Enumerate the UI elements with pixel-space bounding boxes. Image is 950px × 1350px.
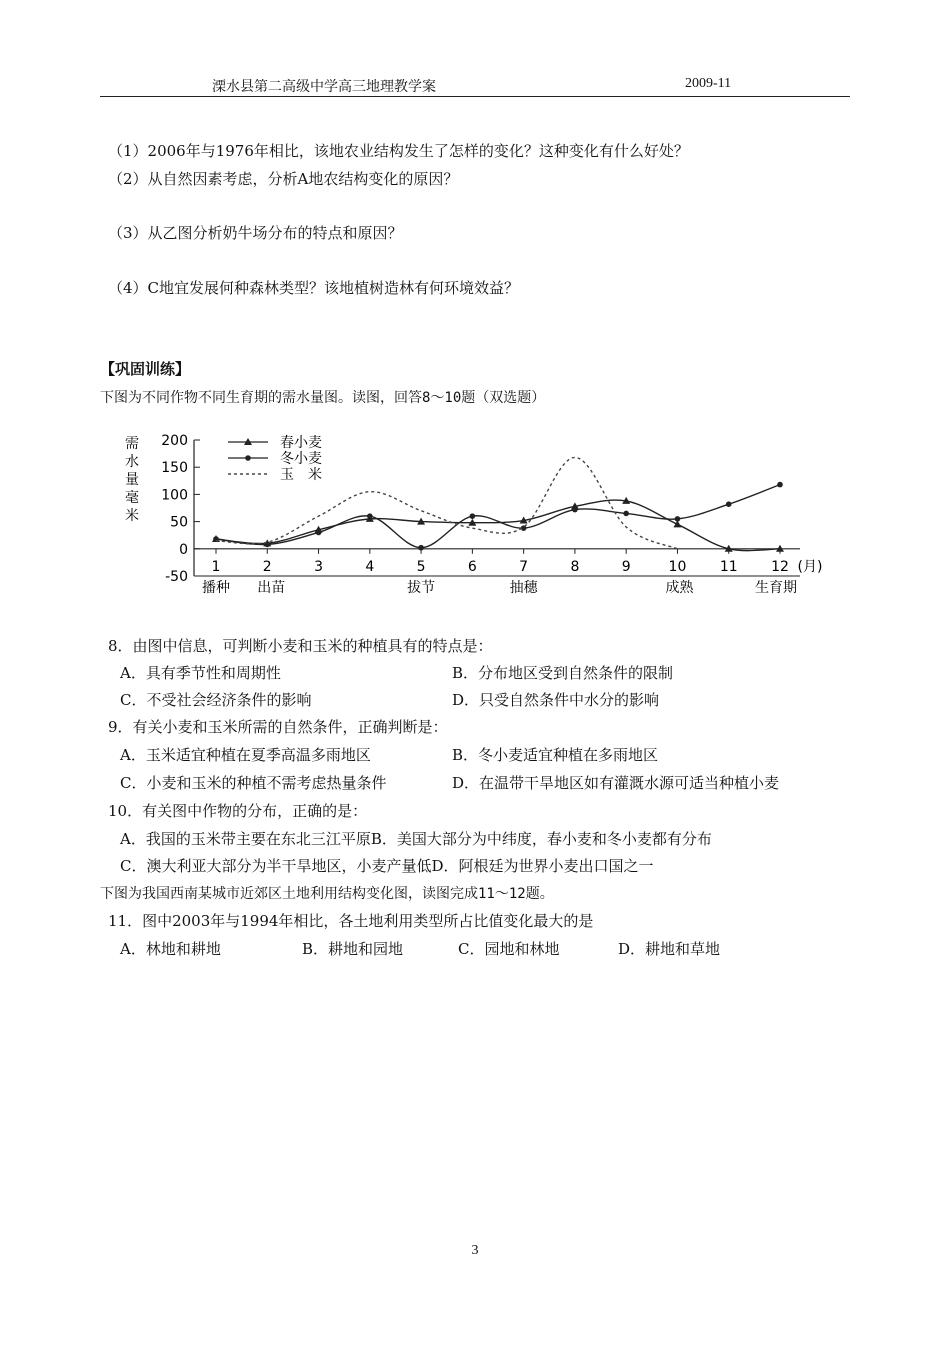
q8-option-a: A．具有季节性和周期性 (120, 664, 281, 682)
y-label-5: 米 (125, 508, 139, 524)
x-tick-label: 11 (719, 558, 738, 575)
chart-intro: 下图为不同作物不同生育期的需水量图。读图，回答8～10题（双选题） (100, 390, 546, 406)
q8-stem: 8．由图中信息，可判断小麦和玉米的种植具有的特点是： (108, 637, 493, 655)
question-1: （1）2006年与1976年相比，该地农业结构发生了怎样的变化？这种变化有什么好处？ (108, 142, 689, 160)
x-tick-label: 5 (416, 558, 426, 575)
y-tick-label: 200 (161, 433, 188, 449)
x-tick-label: 3 (314, 558, 324, 575)
q11-option-b: B．耕地和园地 (302, 940, 404, 958)
x-tick-label: 12 (771, 558, 789, 575)
x-ticks (212, 549, 823, 575)
q11-option-d: D．耕地和草地 (618, 940, 721, 958)
chart2-intro: 下图为我国西南某城市近郊区土地利用结构变化图，读图完成11～12题。 (100, 886, 554, 902)
y-label-1: 需 (125, 436, 139, 452)
x-tick-label: 4 (365, 558, 375, 575)
q8-option-d: D．只受自然条件中水分的影响 (452, 691, 660, 709)
water-demand-chart (118, 428, 838, 603)
q8-option-c: C．不受社会经济条件的影响 (120, 691, 312, 709)
legend-label-2: 玉 米 (280, 467, 322, 483)
question-4: （4）C地宜发展何种森林类型？该地植树造林有何环境效益？ (108, 279, 520, 297)
stage-label: 拔节 (407, 580, 436, 596)
q9-stem: 9．有关小麦和玉米所需的自然条件，正确判断是： (108, 718, 448, 736)
q9-option-a: A．玉米适宜种植在夏季高温多雨地区 (120, 746, 371, 764)
y-label-3: 量 (125, 472, 139, 488)
y-label-4: 毫 (125, 490, 139, 506)
q11-option-c: C．园地和林地 (458, 940, 560, 958)
stage-label: 生育期 (755, 580, 797, 596)
q8-option-b: B．分布地区受到自然条件的限制 (452, 664, 674, 682)
y-tick-label: 100 (161, 487, 188, 504)
q9-option-b: B．冬小麦适宜种植在多雨地区 (452, 746, 659, 764)
dot-marker (418, 545, 424, 551)
y-label-2: 水 (125, 454, 139, 470)
stage-label: 成熟 (665, 580, 694, 596)
legend-label-0: 春小麦 (280, 435, 322, 451)
page-number: 3 (471, 1243, 479, 1258)
dot-marker (470, 513, 476, 519)
x-tick-label: 1 (211, 558, 221, 575)
legend-dot-marker (245, 455, 251, 461)
page-header (100, 76, 850, 97)
x-tick-label: 2 (262, 558, 272, 575)
y-tick-label: 0 (179, 541, 188, 558)
dot-marker (726, 501, 732, 507)
legend (228, 434, 322, 483)
q11-stem: 11．图中2003年与1994年相比，各土地利用类型所占比值变化最大的是 (108, 912, 594, 930)
y-tick-label: 50 (170, 514, 188, 531)
dot-marker (316, 530, 322, 536)
x-tick-label: 10 (668, 558, 687, 575)
x-tick-label: 8 (570, 558, 580, 575)
x-axis-label: (月) (797, 558, 823, 575)
q10-options-ab: A．我国的玉米带主要在东北三江平原B．美国大部分为中纬度，春小麦和冬小麦都有分布 (120, 830, 712, 848)
x-tick-label: 7 (519, 558, 529, 575)
stage-label: 播种 (202, 580, 230, 596)
section-title: 【巩固训练】 (100, 360, 191, 378)
stage-label: 出苗 (257, 580, 286, 596)
x-tick-label: 9 (621, 558, 631, 575)
dot-marker (572, 507, 578, 513)
dot-marker (777, 482, 783, 488)
dot-marker (675, 516, 681, 522)
header-school: 溧水县第二高级中学高三地理教学案 (212, 80, 436, 95)
q9-option-d: D．在温带干旱地区如有灌溉水源可适当种植小麦 (452, 774, 780, 792)
q10-options-cd: C．澳大利亚大部分为半干旱地区，小麦产量低D．阿根廷为世界小麦出口国之一 (120, 857, 654, 875)
series-line-1 (216, 485, 780, 548)
y-tick-label: -50 (165, 569, 188, 585)
dot-marker (367, 513, 373, 519)
dot-marker (623, 511, 629, 517)
stage-labels (202, 579, 797, 596)
q9-option-c: C．小麦和玉米的种植不需考虑热量条件 (120, 774, 387, 792)
header-date: 2009-11 (685, 76, 732, 91)
stage-label: 抽穗 (509, 580, 538, 596)
series-line-0 (216, 500, 780, 551)
q10-stem: 10．有关图中作物的分布，正确的是： (108, 802, 368, 820)
legend-label-1: 冬小麦 (280, 451, 322, 467)
question-2: （2）从自然因素考虑，分析A地农结构变化的原因？ (108, 170, 459, 188)
x-tick-label: 6 (467, 558, 477, 575)
y-tick-label: 150 (161, 460, 188, 477)
question-3: （3）从乙图分析奶牛场分布的特点和原因？ (108, 224, 403, 242)
q11-option-a: A．林地和耕地 (120, 940, 221, 958)
